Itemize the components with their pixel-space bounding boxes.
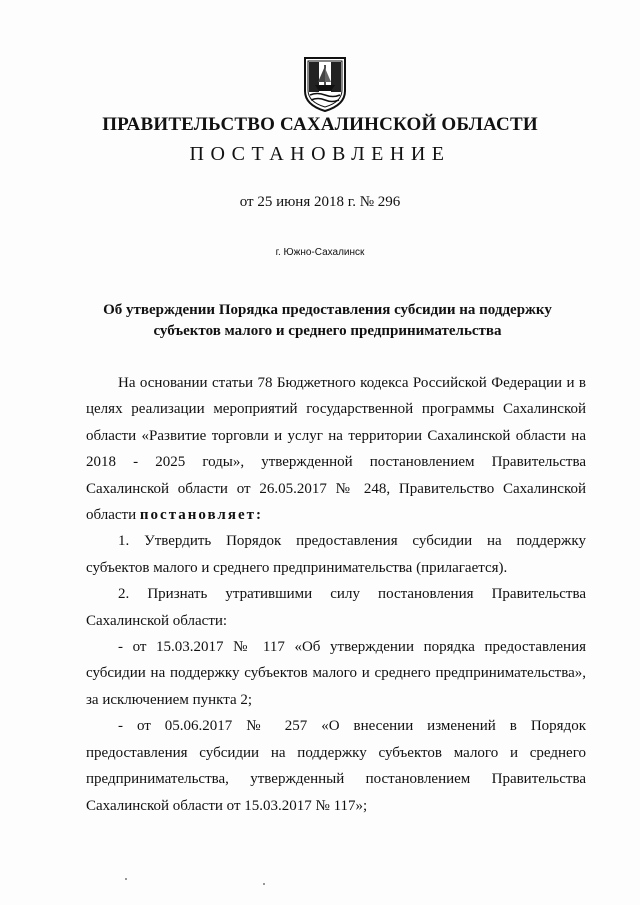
government-title: ПРАВИТЕЛЬСТВО САХАЛИНСКОЙ ОБЛАСТИ	[102, 114, 538, 135]
sakhalin-coat-of-arms-icon	[302, 55, 348, 113]
intro-paragraph	[86, 370, 586, 528]
subject-line-2: субъектов малого и среднего предпринимательства	[153, 323, 502, 339]
intro-text: На основании статьи 78 Бюджетного кодекса Российской Федерации и в целях реализации мероприятий государственной программы Сахалинской области «Развитие торговли и услуг на территории Сахалинской области на 2018 - 2025 годы», утвержденной постановлением Правительства Сахалинской области от 26.05.2017 № 248, Правительство Сахалинской области	[86, 375, 586, 524]
subject-line-1: Об утверждении Порядка предоставления субсидии на поддержку	[103, 302, 552, 318]
subitem-1-paragraph: - от 15.03.2017 № 117 «Об утверждении порядка предоставления субсидии на поддержку субъектов малого и среднего предпринимательства», за исключением пункта 2;	[86, 639, 586, 708]
document-type: ПОСТАНОВЛЕНИЕ	[189, 143, 451, 165]
subitem-2-paragraph: - от 05.06.2017 № 257 «О внесении изменений в Порядок предоставления субсидии на поддержку субъектов малого и среднего предпринимательства, утвержденный постановлением Правительства Сахалинской области от 15.03.2017 № 117»;	[86, 718, 586, 814]
document-city: г. Южно-Сахалинск	[275, 247, 365, 258]
document-subject	[90, 300, 565, 342]
item-2-paragraph: 2. Признать утратившими силу постановления Правительства Сахалинской области:	[86, 586, 586, 629]
document-body	[86, 370, 586, 819]
decree-word: постановляет:	[139, 507, 263, 524]
scan-speck	[263, 883, 265, 885]
scan-speck	[125, 878, 127, 880]
item-1-paragraph: 1. Утвердить Порядок предоставления субсидии на поддержку субъектов малого и среднего предпринимательства (прилагается).	[86, 533, 586, 576]
document-date-number: от 25 июня 2018 г. № 296	[239, 194, 401, 210]
